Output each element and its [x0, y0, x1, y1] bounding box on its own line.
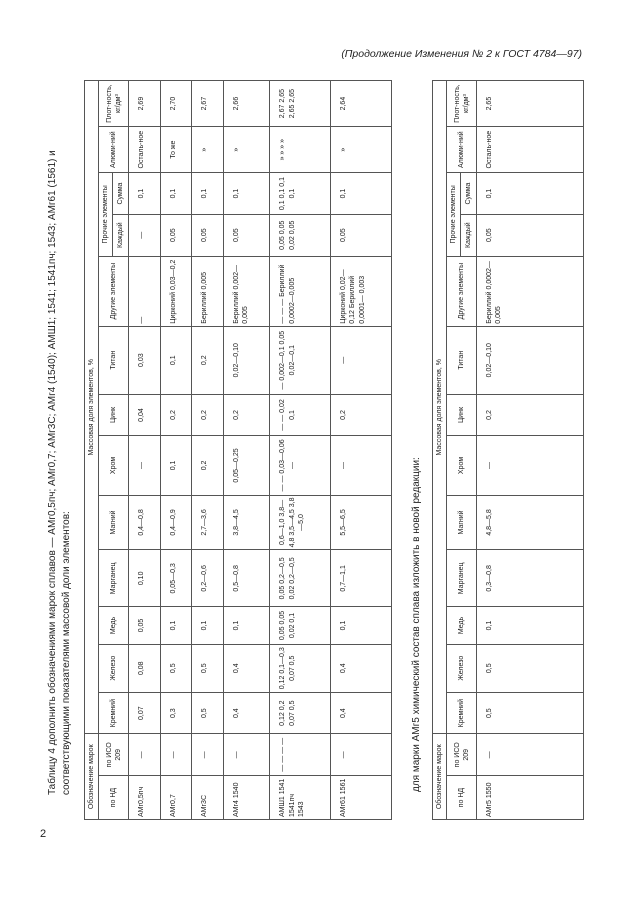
cell-mg: 2,7—3,6	[192, 495, 224, 550]
table-row	[477, 81, 584, 820]
alloy-composition-table	[84, 80, 392, 820]
cell-si: 0,12 0,2 0,07 0,5	[270, 692, 331, 734]
cell-other: Бериллий 0,002—0,005	[224, 256, 270, 326]
col-cu: Медь	[447, 607, 477, 644]
table-2	[432, 80, 584, 820]
cell-al: »	[224, 127, 270, 173]
cell-other: Цирконий 0,02—0,12 Бериллий 0,0001— 0,003	[331, 256, 392, 326]
cell-cr: —	[129, 436, 161, 495]
cell-nd: АМг5 1550	[477, 776, 584, 820]
cell-each: 0,05	[224, 214, 270, 256]
table-row	[192, 81, 224, 820]
cell-cu: 0,05 0,05 0,02 0,1	[270, 607, 331, 644]
cell-fe: 0,5	[160, 644, 192, 692]
table-row	[160, 81, 192, 820]
cell-zn: — — 0,02 0,1	[270, 394, 331, 436]
cell-nd: АМг61 1561	[331, 776, 392, 820]
cell-ti: 0,02—0,10	[224, 326, 270, 394]
col-by-iso: по ИСО 209	[447, 734, 477, 776]
cell-ti: 0,1	[160, 326, 192, 394]
cell-nd: АМШ1 1541 1541пч 1543	[270, 776, 331, 820]
table-1-body	[129, 81, 392, 820]
cell-mn: 0,5—0,8	[224, 550, 270, 607]
col-sum: Сумма	[113, 173, 129, 215]
col-ti: Титан	[99, 326, 129, 394]
cell-sum: 0,1	[192, 173, 224, 215]
col-cr: Хром	[447, 436, 477, 495]
cell-density: 2,65	[477, 81, 584, 127]
cell-si: 0,5	[192, 692, 224, 734]
cell-nd: АМг0,7	[160, 776, 192, 820]
table-2-body	[477, 81, 584, 820]
cell-mg: 4,8—5,8	[477, 495, 584, 550]
cell-each: 0,05 0,05 0,02 0,05	[270, 214, 331, 256]
cell-zn: 0,2	[331, 394, 392, 436]
cell-other: — — — Бериллий 0,0002—0,005	[270, 256, 331, 326]
cell-density: 2,67 2,65 2,65 2,65	[270, 81, 331, 127]
col-cu: Медь	[99, 607, 129, 644]
cell-al: »	[331, 127, 392, 173]
cell-cr: —	[477, 436, 584, 495]
col-mg: Магний	[447, 495, 477, 550]
cell-other: Бериллий 0,005	[192, 256, 224, 326]
col-other-impurities: Прочие элементы	[447, 173, 461, 256]
col-mn: Марганец	[99, 550, 129, 607]
col-si: Кремний	[99, 692, 129, 734]
cell-cr: 0,2	[192, 436, 224, 495]
col-mass-fraction: Массовая доля элементов, %	[85, 81, 99, 735]
cell-each: —	[129, 214, 161, 256]
cell-nd: АМг4 1540	[224, 776, 270, 820]
col-density: Плот-ность, кг/дм³	[99, 81, 129, 127]
cell-al: Осталь-ное	[129, 127, 161, 173]
cell-al: То же	[160, 127, 192, 173]
cell-si: 0,4	[224, 692, 270, 734]
cell-zn: 0,2	[477, 394, 584, 436]
cell-si: 0,07	[129, 692, 161, 734]
cell-mn: 0,3—0,8	[477, 550, 584, 607]
cell-ti: 0,02—0,10	[477, 326, 584, 394]
col-by-nd: по НД	[99, 776, 129, 820]
cell-mn: 0,2—0,6	[192, 550, 224, 607]
cell-iso: —	[129, 734, 161, 776]
cell-mn: 0,05—0,3	[160, 550, 192, 607]
cell-fe: 0,4	[224, 644, 270, 692]
cell-al: »	[192, 127, 224, 173]
col-by-nd: по НД	[447, 776, 477, 820]
cell-fe: 0,4	[331, 644, 392, 692]
cell-fe: 0,08	[129, 644, 161, 692]
cell-each: 0,05	[192, 214, 224, 256]
cell-cu: 0,1	[477, 607, 584, 644]
cell-mg: 3,8—4,5	[224, 495, 270, 550]
cell-sum: 0,1 0,1 0,1 0,1	[270, 173, 331, 215]
table-1	[84, 80, 392, 820]
cell-each: 0,05	[160, 214, 192, 256]
cell-sum: 0,1	[331, 173, 392, 215]
cell-cr: 0,1	[160, 436, 192, 495]
cell-cu: 0,1	[331, 607, 392, 644]
cell-other: Бериллий 0,0002— 0,005	[477, 256, 584, 326]
cell-cu: 0,05	[129, 607, 161, 644]
col-other-impurities: Прочие элементы	[99, 173, 113, 256]
cell-sum: 0,1	[477, 173, 584, 215]
cell-ti: 0,03	[129, 326, 161, 394]
cell-each: 0,05	[331, 214, 392, 256]
cell-nd: АМг0,5пч	[129, 776, 161, 820]
cell-cr: — — 0,03—0,06 —	[270, 436, 331, 495]
col-mg: Магний	[99, 495, 129, 550]
cell-cu: 0,1	[160, 607, 192, 644]
cell-si: 0,5	[477, 692, 584, 734]
col-mass-fraction: Массовая доля элементов, %	[433, 81, 447, 735]
cell-al: Осталь-ное	[477, 127, 584, 173]
cell-density: 2,69	[129, 81, 161, 127]
cell-cr: —	[331, 436, 392, 495]
col-zn: Цинк	[99, 394, 129, 436]
cell-mn: 0,10	[129, 550, 161, 607]
cell-sum: 0,1	[224, 173, 270, 215]
cell-mn: 0,05 0,2—0,5 0,02 0,2—0,5	[270, 550, 331, 607]
cell-fe: 0,5	[477, 644, 584, 692]
col-designation: Обозначение марок	[433, 734, 447, 820]
col-al: Алюми-ний	[447, 127, 477, 173]
cell-each: 0,05	[477, 214, 584, 256]
cell-mg: 0,6—1,0 3,8—4,8 3,5—4,5 3,8—5,0	[270, 495, 331, 550]
cell-sum: 0,1	[160, 173, 192, 215]
cell-fe: 0,12 0,1—0,3 0,07 0,5	[270, 644, 331, 692]
cell-zn: 0,2	[160, 394, 192, 436]
page-header: (Продолжение Изменения № 2 к ГОСТ 4784—97)	[341, 48, 582, 60]
cell-cu: 0,1	[224, 607, 270, 644]
cell-si: 0,4	[331, 692, 392, 734]
cell-iso: —	[192, 734, 224, 776]
cell-mg: 0,4—0,8	[129, 495, 161, 550]
cell-ti: —	[331, 326, 392, 394]
cell-al: » » » »	[270, 127, 331, 173]
cell-fe: 0,5	[192, 644, 224, 692]
cell-density: 2,67	[192, 81, 224, 127]
cell-mg: 0,4—0,9	[160, 495, 192, 550]
col-by-iso: по ИСО 209	[99, 734, 129, 776]
cell-zn: 0,2	[192, 394, 224, 436]
intro-text: Таблицу 4 дополнить обозначениями марок сплавов — АМг0,5пч; АМг0,7; АМг3С; АМг4 (1540); АМШ1; 1541; 1541пч; 1543; АМг61 (1561) и соответствующими показателями массовой доли элементов:	[47, 150, 72, 795]
cell-iso: —	[477, 734, 584, 776]
cell-other: —	[129, 256, 161, 326]
redaction-note: для марки АМг5 химический состав сплава изложить в новой редакции:	[411, 457, 422, 792]
cell-density: 2,64	[331, 81, 392, 127]
col-cr: Хром	[99, 436, 129, 495]
col-other: Другие элементы	[99, 256, 129, 326]
cell-cr: 0,05—0,25	[224, 436, 270, 495]
col-each: Каждый	[461, 214, 477, 256]
col-si: Кремний	[447, 692, 477, 734]
cell-iso: —	[160, 734, 192, 776]
page-number: 2	[40, 828, 47, 840]
table-row	[270, 81, 331, 820]
table-row	[331, 81, 392, 820]
cell-iso: —	[331, 734, 392, 776]
cell-density: 2,66	[224, 81, 270, 127]
col-zn: Цинк	[447, 394, 477, 436]
col-designation: Обозначение марок	[85, 734, 99, 820]
col-al: Алюми-ний	[99, 127, 129, 173]
table-row	[129, 81, 161, 820]
cell-sum: 0,1	[129, 173, 161, 215]
cell-zn: 0,04	[129, 394, 161, 436]
cell-ti: 0,2	[192, 326, 224, 394]
col-sum: Сумма	[461, 173, 477, 215]
col-fe: Железо	[99, 644, 129, 692]
cell-nd: АМг3С	[192, 776, 224, 820]
col-density: Плот-ность, кг/дм³	[447, 81, 477, 127]
col-other: Другие элементы	[447, 256, 477, 326]
col-mn: Марганец	[447, 550, 477, 607]
col-fe: Железо	[447, 644, 477, 692]
amg5-composition-table	[432, 80, 584, 820]
cell-mn: 0,7—1,1	[331, 550, 392, 607]
table-row	[224, 81, 270, 820]
col-ti: Титан	[447, 326, 477, 394]
cell-si: 0,3	[160, 692, 192, 734]
cell-ti: — 0,002—0,1 0,05 0,02—0,1	[270, 326, 331, 394]
cell-iso: — — — —	[270, 734, 331, 776]
cell-mg: 5,5—6,5	[331, 495, 392, 550]
cell-other: Цирконий 0,03—0,2	[160, 256, 192, 326]
col-each: Каждый	[113, 214, 129, 256]
cell-cu: 0,1	[192, 607, 224, 644]
cell-density: 2,70	[160, 81, 192, 127]
cell-iso: —	[224, 734, 270, 776]
cell-zn: 0,2	[224, 394, 270, 436]
